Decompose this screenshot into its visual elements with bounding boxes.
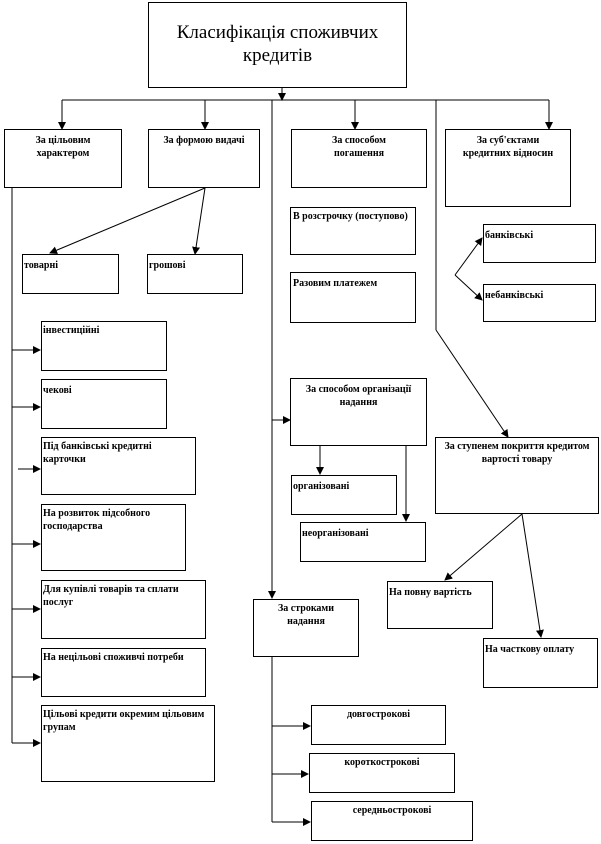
coverage-item-partial: На часткову оплату (483, 638, 598, 688)
category-subjects: За суб'єктами кредитних відносин (445, 129, 571, 207)
coverage-item-full: На повну вартість (387, 581, 493, 629)
term-item-medium: середньострокові (311, 801, 473, 841)
purpose-item-goods-services: Для купівлі товарів та сплати послуг (41, 580, 206, 639)
repayment-item-installment: В розстрочку (поступово) (290, 207, 416, 255)
category-organization: За способом організації надання (290, 378, 427, 446)
root-title-box (148, 2, 407, 88)
form-item-goods: товарні (22, 254, 119, 294)
purpose-item-investment: інвестиційні (41, 321, 167, 371)
category-repayment: За способом погашення (291, 129, 427, 188)
organization-item-organized: організовані (291, 475, 397, 515)
term-item-long: довгострокові (311, 705, 446, 745)
subject-item-nonbank: небанківські (483, 284, 596, 322)
category-purpose: За цільовим характером (4, 129, 122, 188)
category-form: За формою видачі (148, 129, 260, 188)
organization-item-unorganized: неорганізовані (300, 522, 426, 562)
root-title: Класифікація споживчих кредитів (176, 22, 379, 66)
category-term: За строками надання (253, 599, 359, 657)
subject-item-bank: банківські (483, 224, 596, 263)
repayment-item-lump-sum: Разовим платежем (290, 272, 416, 323)
purpose-item-target-groups: Цільові кредити окремим цільовим групам (41, 705, 215, 782)
purpose-item-check: чекові (41, 379, 167, 429)
purpose-item-nontarget: На нецільові споживчі потреби (41, 648, 206, 697)
form-item-money: грошові (147, 254, 243, 294)
category-coverage: За ступенем покриття кредитом вартості товару (435, 437, 599, 514)
term-item-short: короткострокові (309, 753, 455, 793)
purpose-item-household: На розвиток підсобного господарства (41, 504, 186, 571)
purpose-item-cards: Під банківські кредитні карточки (41, 437, 196, 495)
